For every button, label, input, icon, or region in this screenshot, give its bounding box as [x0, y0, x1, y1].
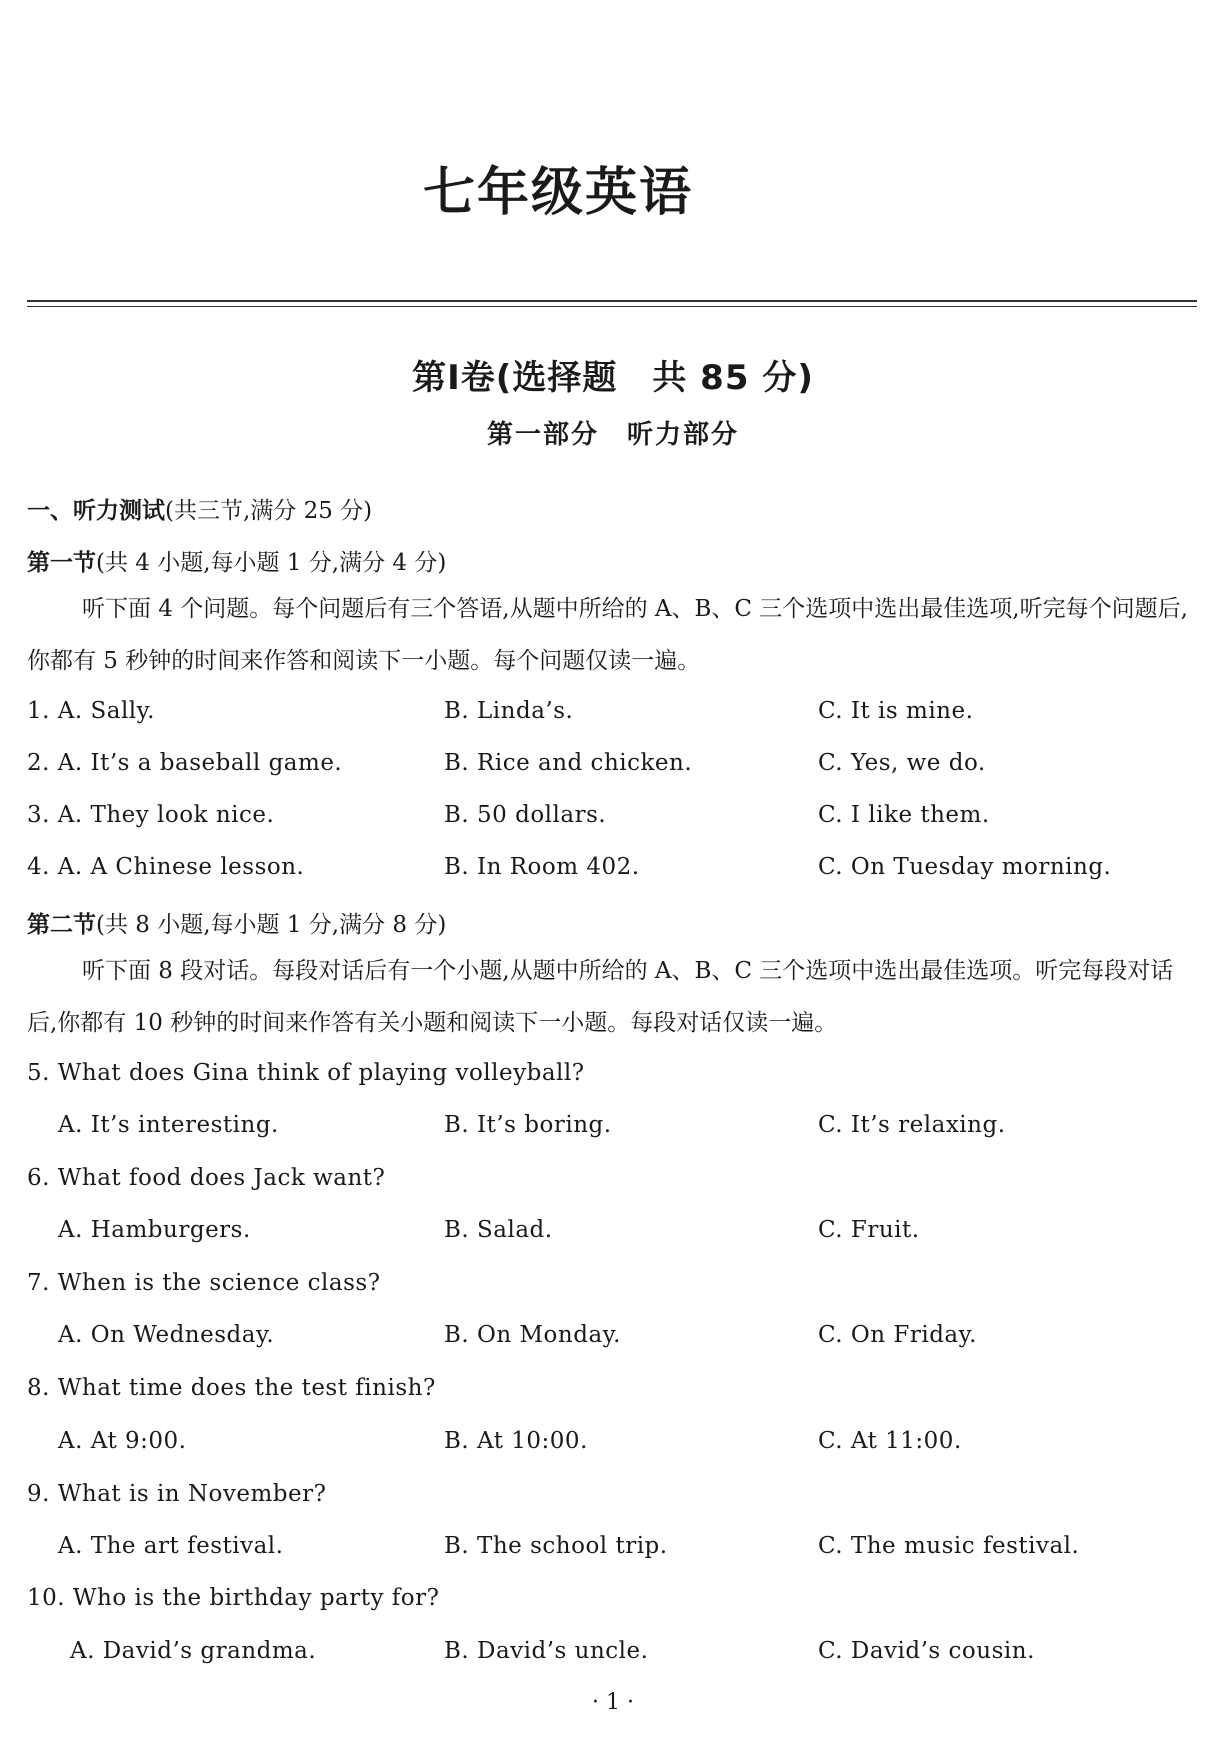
q8-option-b: B. At 10:00. — [444, 1428, 588, 1454]
q5-option-b: B. It’s boring. — [444, 1112, 612, 1138]
q2-option-a: 2. A. It’s a baseball game. — [27, 750, 343, 776]
q2-option-b: B. Rice and chicken. — [444, 750, 693, 776]
part-title: 第一部分 听力部分 — [486, 420, 739, 450]
q2-option-c: C. Yes, we do. — [818, 750, 986, 776]
sec1-instructions: 听下面 4 个问题。每个问题后有三个答语,从题中所给的 A、B、C 三个选项中选出最佳选项,听完每个问题后,你都有 5 秒钟的时间来作答和阅读下一小题。每个问题仅读一遍。 — [27, 596, 1188, 674]
q4-option-c: C. On Tuesday morning. — [818, 854, 1112, 880]
q4-option-a: 4. A. A Chinese lesson. — [27, 854, 305, 880]
q6-question: 6. What food does Jack want? — [27, 1165, 386, 1191]
q9-option-c: C. The music festival. — [818, 1533, 1080, 1559]
q9-option-b: B. The school trip. — [444, 1533, 668, 1559]
q7-option-b: B. On Monday. — [444, 1322, 621, 1348]
q8-question: 8. What time does the test finish? — [27, 1375, 436, 1401]
sec1-heading-label: 第一节 — [27, 550, 96, 576]
q6-option-c: C. Fruit. — [818, 1217, 920, 1243]
q5-option-c: C. It’s relaxing. — [818, 1112, 1006, 1138]
sec2-heading — [27, 906, 446, 939]
listening-heading-score: (共三节,满分 25 分) — [165, 498, 373, 524]
sec2-heading-score: (共 8 小题,每小题 1 分,满分 8 分) — [96, 912, 447, 938]
header-divider-thick — [27, 300, 1197, 302]
q10-option-b: B. David’s uncle. — [444, 1638, 649, 1664]
sec2-instructions: 听下面 8 段对话。每段对话后有一个小题,从题中所给的 A、B、C 三个选项中选出最佳选项。听完每段对话后,你都有 10 秒钟的时间来作答有关小题和阅读下一小题。每段对话仅读一遍。 — [27, 958, 1174, 1036]
listening-heading — [27, 492, 372, 525]
q1-option-a: 1. A. Sally. — [27, 698, 155, 724]
header-divider-thin — [27, 306, 1197, 307]
q6-option-a: A. Hamburgers. — [58, 1217, 251, 1243]
page-title: 七年级英语 — [422, 162, 693, 223]
q10-option-c: C. David’s cousin. — [818, 1638, 1035, 1664]
page-number: · 1 · — [592, 1690, 634, 1715]
q8-option-c: C. At 11:00. — [818, 1428, 962, 1454]
q3-option-a: 3. A. They look nice. — [27, 802, 275, 828]
q7-question: 7. When is the science class? — [27, 1270, 381, 1296]
q6-option-b: B. Salad. — [444, 1217, 553, 1243]
section-title: 第Ⅰ卷(选择题 共 85 分) — [412, 358, 814, 398]
q9-option-a: A. The art festival. — [58, 1533, 284, 1559]
q7-option-c: C. On Friday. — [818, 1322, 977, 1348]
q10-question: 10. Who is the birthday party for? — [27, 1585, 440, 1611]
q1-option-c: C. It is mine. — [818, 698, 974, 724]
q4-option-b: B. In Room 402. — [444, 854, 640, 880]
sec1-heading-score: (共 4 小题,每小题 1 分,满分 4 分) — [96, 550, 447, 576]
q1-option-b: B. Linda’s. — [444, 698, 574, 724]
q10-option-a: A. David’s grandma. — [70, 1638, 317, 1664]
q3-option-b: B. 50 dollars. — [444, 802, 607, 828]
q5-option-a: A. It’s interesting. — [58, 1112, 279, 1138]
q8-option-a: A. At 9:00. — [58, 1428, 187, 1454]
listening-heading-label: 一、听力测试 — [27, 498, 165, 524]
sec2-heading-label: 第二节 — [27, 912, 96, 938]
q9-question: 9. What is in November? — [27, 1481, 327, 1507]
sec1-heading — [27, 544, 446, 577]
q3-option-c: C. I like them. — [818, 802, 990, 828]
q7-option-a: A. On Wednesday. — [58, 1322, 275, 1348]
q5-question: 5. What does Gina think of playing volleyball? — [27, 1060, 585, 1086]
